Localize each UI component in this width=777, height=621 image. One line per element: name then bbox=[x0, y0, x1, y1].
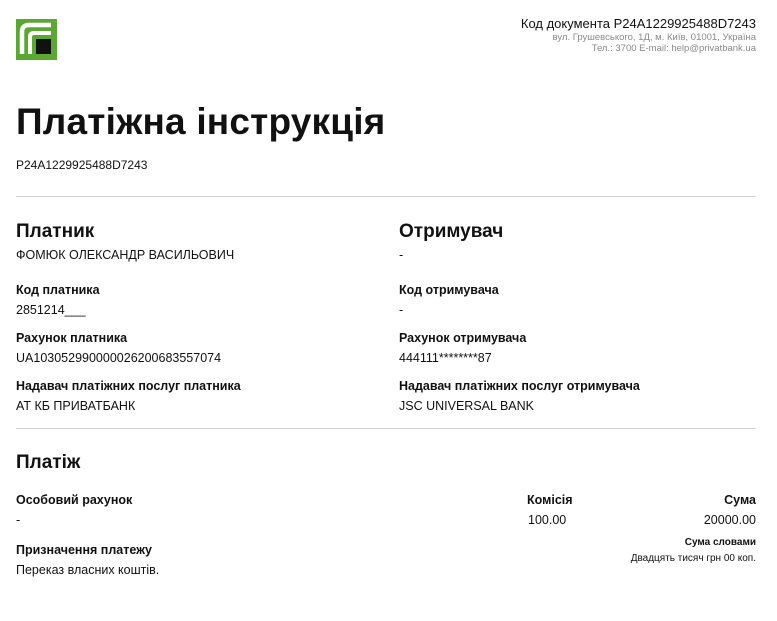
recipient-code-label: Код отримувача bbox=[399, 283, 499, 297]
payer-heading: Платник bbox=[16, 221, 95, 242]
document-id: P24A1229925488D7243 bbox=[16, 158, 148, 172]
payment-heading: Платіж bbox=[16, 452, 81, 473]
amount-value: 20000.00 bbox=[703, 513, 756, 527]
payer-code-label: Код платника bbox=[16, 283, 100, 297]
recipient-account-value: 444111********87 bbox=[399, 351, 492, 365]
amount-words-value: Двадцять тисяч грн 00 коп. bbox=[630, 553, 756, 564]
purpose-value: Переказ власних коштів. bbox=[16, 563, 160, 577]
payer-provider-value: АТ КБ ПРИВАТБАНК bbox=[16, 399, 136, 413]
recipient-code-value: - bbox=[399, 303, 404, 317]
recipient-heading: Отримувач bbox=[399, 221, 504, 242]
recipient-account-label: Рахунок отримувача bbox=[399, 331, 527, 345]
page-title: Платіжна інструкція bbox=[16, 101, 386, 142]
payer-account-label: Рахунок платника bbox=[16, 331, 128, 345]
amount-label: Сума bbox=[724, 493, 756, 507]
purpose-label: Призначення платежу bbox=[16, 543, 152, 557]
divider bbox=[16, 428, 756, 429]
payer-account-value: UA103052990000026200683557074 bbox=[16, 351, 222, 365]
recipient-provider-value: JSC UNIVERSAL BANK bbox=[399, 399, 534, 413]
commission-label: Комісія bbox=[527, 493, 573, 507]
amount-words-label: Сума словами bbox=[684, 537, 756, 548]
divider bbox=[16, 196, 756, 197]
personal-account-value: - bbox=[16, 513, 21, 527]
privatbank-logo bbox=[16, 19, 57, 60]
document-header bbox=[521, 15, 756, 54]
document-code: Код документа P24A1229925488D7243 bbox=[520, 16, 756, 31]
personal-account-label: Особовий рахунок bbox=[16, 493, 133, 507]
payer-name: ФОМЮК ОЛЕКСАНДР ВАСИЛЬОВИЧ bbox=[16, 248, 235, 262]
recipient-name: - bbox=[399, 248, 404, 262]
recipient-provider-label: Надавач платіжних послуг отримувача bbox=[399, 379, 640, 393]
commission-value: 100.00 bbox=[528, 513, 567, 527]
bank-contacts: Тел.: 3700 E-mail: help@privatbank.ua bbox=[591, 43, 756, 54]
payer-provider-label: Надавач платіжних послуг платника bbox=[16, 379, 241, 393]
bank-address: вул. Грушевського, 1Д, м. Київ, 01001, Україна bbox=[552, 32, 756, 43]
payer-code-value: 2851214___ bbox=[16, 303, 86, 317]
